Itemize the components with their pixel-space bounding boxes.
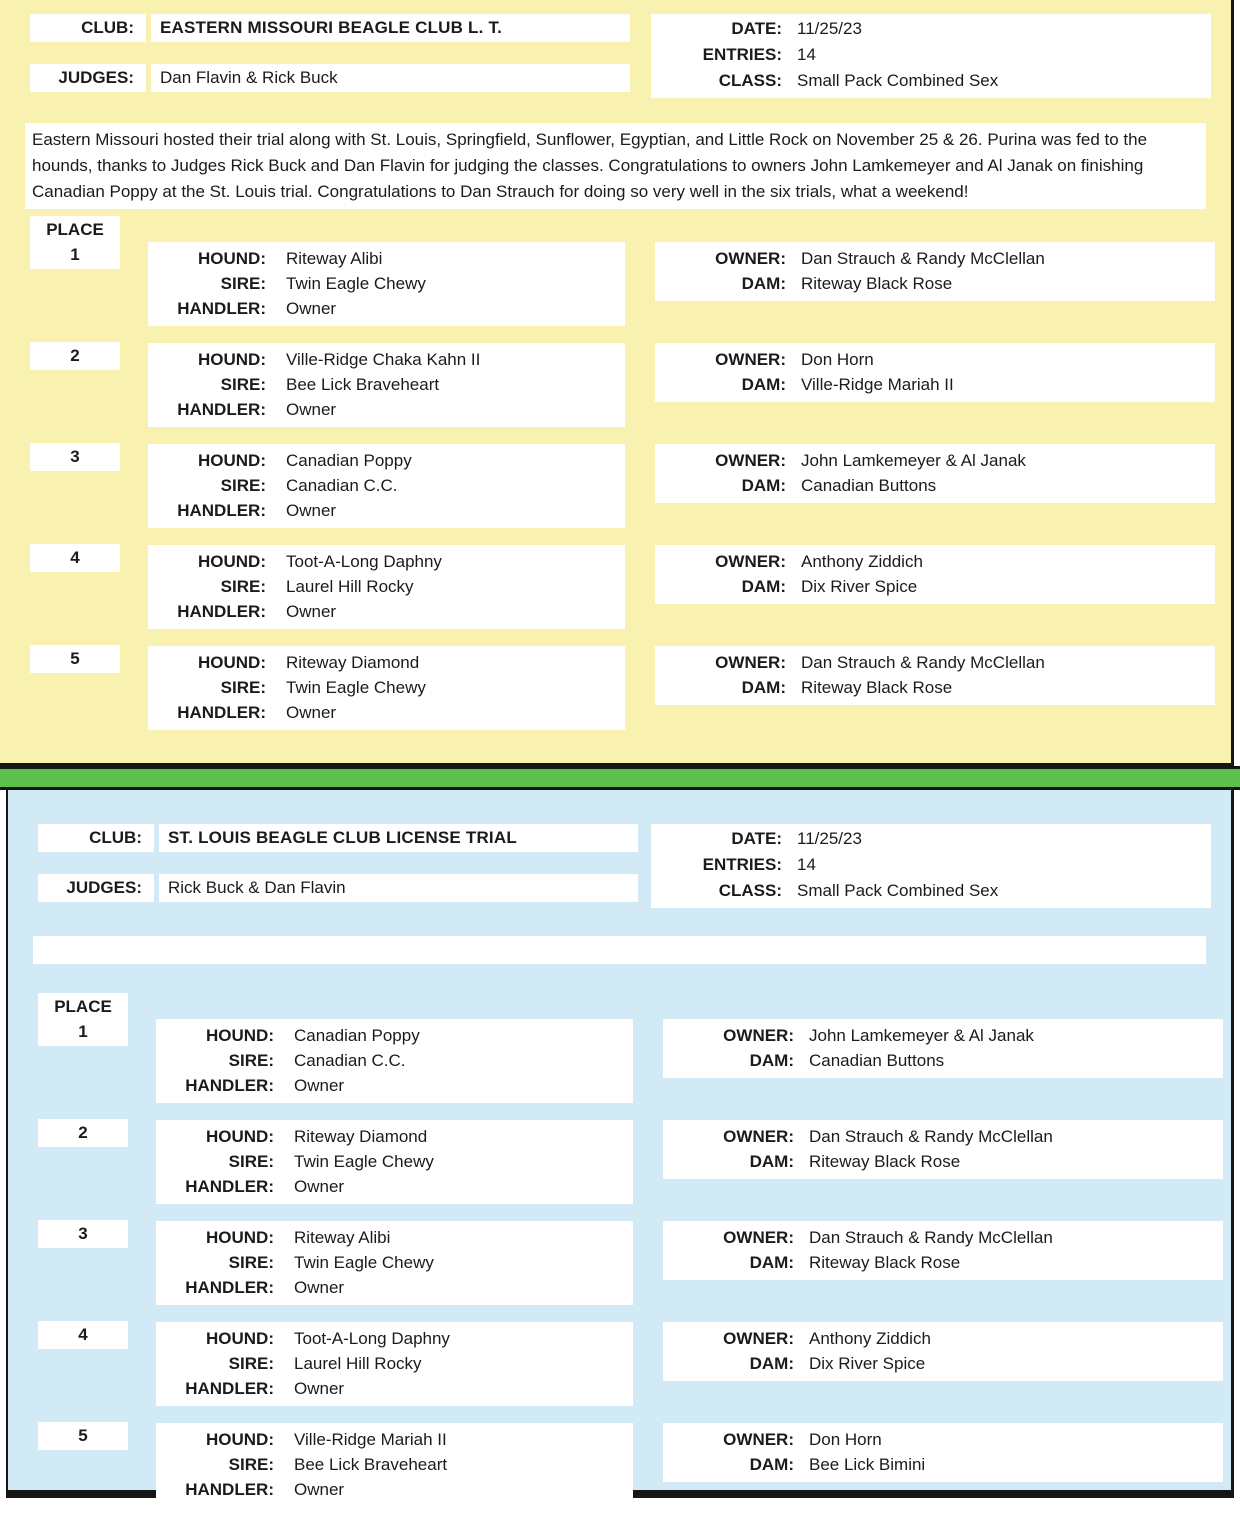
owner-details-box: [655, 545, 1215, 604]
hound-value: Canadian Poppy: [294, 1026, 420, 1045]
owner-label: OWNER:: [715, 451, 786, 470]
owner-details-box: [663, 1120, 1223, 1179]
place-number-box: [30, 443, 120, 471]
place-entry: [0, 220, 1231, 343]
handler-label: HANDLER:: [177, 400, 266, 419]
hound-details-box: [148, 646, 625, 730]
place-number: 4: [70, 548, 80, 567]
place-column-header: PLACE: [54, 997, 112, 1016]
dam-value: Riteway Black Rose: [809, 1152, 961, 1171]
owner-label: OWNER:: [715, 552, 786, 571]
trial-description: [33, 936, 1206, 964]
owner-details-box: [663, 1322, 1223, 1381]
place-entry: [0, 343, 1231, 444]
handler-label: HANDLER:: [185, 1480, 274, 1499]
handler-value: Owner: [294, 1278, 345, 1297]
dam-label: DAM:: [741, 375, 786, 394]
hound-label: HOUND:: [206, 1329, 274, 1348]
hound-value: Ville-Ridge Chaka Kahn II: [286, 350, 481, 369]
hound-label: HOUND:: [206, 1430, 274, 1449]
handler-value: Owner: [294, 1177, 345, 1196]
hound-value: Riteway Alibi: [286, 249, 383, 268]
owner-details-box: [663, 1019, 1223, 1078]
place-number-box: [38, 1321, 128, 1349]
class-value: Small Pack Combined Sex: [797, 71, 999, 90]
sire-value: Canadian C.C.: [294, 1051, 406, 1070]
trial-description: Eastern Missouri hosted their trial along with St. Louis, Springfield, Sunflower, Egyptian, and Little Rock on November 25 & 26. Purina was fed to the hounds, thanks to Judges Rick Buck and Dan Flavin for judging the classes. Congratulations to owners John Lamkemeyer and Al Janak on finishing Canadian Poppy at the St. Louis trial. Congratulations to Dan Strauch for doing so very well in the six trials, what a weekend!: [25, 123, 1206, 209]
place-entry: [8, 997, 1231, 1120]
dam-value: Riteway Black Rose: [801, 678, 953, 697]
dam-value: Riteway Black Rose: [809, 1253, 961, 1272]
class-value: Small Pack Combined Sex: [797, 881, 999, 900]
dam-label: DAM:: [749, 1354, 794, 1373]
hound-details-box: [148, 343, 625, 427]
sire-label: SIRE:: [220, 577, 266, 596]
owner-label: OWNER:: [715, 249, 786, 268]
handler-value: Owner: [286, 501, 337, 520]
hound-value: Riteway Diamond: [294, 1127, 428, 1146]
place-number-box: [38, 993, 128, 1046]
sire-value: Twin Eagle Chewy: [286, 274, 426, 293]
place-number-box: [38, 1422, 128, 1450]
place-entry: [8, 1423, 1231, 1524]
owner-label: OWNER:: [715, 350, 786, 369]
owner-value: Dan Strauch & Randy McClellan: [801, 249, 1045, 268]
owner-label: OWNER:: [723, 1026, 794, 1045]
dam-label: DAM:: [741, 577, 786, 596]
handler-label: HANDLER:: [177, 602, 266, 621]
sire-value: Twin Eagle Chewy: [286, 678, 426, 697]
place-entry: [8, 1221, 1231, 1322]
sire-label: SIRE:: [220, 274, 266, 293]
owner-details-box: [655, 444, 1215, 503]
place-number: 1: [70, 245, 80, 264]
hound-details-box: [148, 545, 625, 629]
place-number-box: [38, 1119, 128, 1147]
owner-value: Don Horn: [801, 350, 874, 369]
place-entry: [0, 444, 1231, 545]
sire-value: Laurel Hill Rocky: [294, 1354, 422, 1373]
place-number: 5: [78, 1426, 88, 1445]
sire-value: Bee Lick Braveheart: [294, 1455, 448, 1474]
dam-label: DAM:: [749, 1455, 794, 1474]
place-number-box: [30, 544, 120, 572]
place-number: 3: [78, 1224, 88, 1243]
place-number-box: [30, 645, 120, 673]
handler-value: Owner: [294, 1379, 345, 1398]
sire-value: Bee Lick Braveheart: [286, 375, 440, 394]
entries-value: 14: [797, 855, 816, 874]
owner-value: John Lamkemeyer & Al Janak: [809, 1026, 1034, 1045]
owner-value: Don Horn: [809, 1430, 882, 1449]
owner-label: OWNER:: [715, 653, 786, 672]
dam-label: DAM:: [749, 1152, 794, 1171]
dam-value: Dix River Spice: [801, 577, 918, 596]
hound-details-box: [156, 1120, 633, 1204]
place-number-box: [30, 216, 120, 269]
owner-label: OWNER:: [723, 1329, 794, 1348]
dam-value: Ville-Ridge Mariah II: [801, 375, 954, 394]
hound-label: HOUND:: [206, 1127, 274, 1146]
dam-value: Dix River Spice: [809, 1354, 926, 1373]
sire-label: SIRE:: [228, 1354, 274, 1373]
club-label: CLUB:: [38, 824, 154, 852]
place-entry: [8, 1120, 1231, 1221]
handler-value: Owner: [286, 299, 337, 318]
dam-label: DAM:: [741, 274, 786, 293]
hound-value: Toot-A-Long Daphny: [294, 1329, 450, 1348]
owner-value: Dan Strauch & Randy McClellan: [801, 653, 1045, 672]
owner-details-box: [655, 242, 1215, 301]
section-header: [8, 790, 1231, 924]
place-number: 5: [70, 649, 80, 668]
handler-value: Owner: [286, 602, 337, 621]
sire-label: SIRE:: [228, 1152, 274, 1171]
owner-details-box: [655, 343, 1215, 402]
date-value: 11/25/23: [797, 19, 862, 38]
hound-label: HOUND:: [198, 653, 266, 672]
judges-label: JUDGES:: [38, 874, 154, 902]
dam-value: Riteway Black Rose: [801, 274, 953, 293]
hound-value: Riteway Diamond: [286, 653, 420, 672]
entries-label: ENTRIES:: [702, 855, 782, 874]
owner-details-box: [655, 646, 1215, 705]
hound-label: HOUND:: [198, 451, 266, 470]
date-label: DATE:: [731, 19, 782, 38]
place-number-box: [30, 342, 120, 370]
place-number: 3: [70, 447, 80, 466]
handler-label: HANDLER:: [177, 299, 266, 318]
sire-label: SIRE:: [228, 1051, 274, 1070]
handler-value: Owner: [286, 400, 337, 419]
hound-value: Ville-Ridge Mariah II: [294, 1430, 447, 1449]
date-value: 11/25/23: [797, 829, 862, 848]
handler-value: Owner: [294, 1480, 345, 1499]
judges-value: Dan Flavin & Rick Buck: [151, 64, 630, 92]
owner-label: OWNER:: [723, 1430, 794, 1449]
hound-details-box: [156, 1423, 633, 1507]
dam-label: DAM:: [749, 1051, 794, 1070]
place-entry: [8, 1322, 1231, 1423]
trial-info-box: [651, 14, 1211, 98]
date-label: DATE:: [731, 829, 782, 848]
hound-details-box: [156, 1019, 633, 1103]
place-number: 1: [78, 1022, 88, 1041]
sire-value: Twin Eagle Chewy: [294, 1152, 434, 1171]
sire-label: SIRE:: [220, 476, 266, 495]
owner-value: Dan Strauch & Randy McClellan: [809, 1228, 1053, 1247]
owner-label: OWNER:: [723, 1228, 794, 1247]
class-label: CLASS:: [718, 881, 782, 900]
place-number: 2: [78, 1123, 88, 1142]
hound-details-box: [156, 1221, 633, 1305]
handler-label: HANDLER:: [185, 1278, 274, 1297]
handler-label: HANDLER:: [185, 1076, 274, 1095]
sire-label: SIRE:: [228, 1253, 274, 1272]
hound-details-box: [148, 242, 625, 326]
handler-value: Owner: [286, 703, 337, 722]
owner-details-box: [663, 1423, 1223, 1482]
sire-value: Canadian C.C.: [286, 476, 398, 495]
hound-label: HOUND:: [198, 350, 266, 369]
entries-label: ENTRIES:: [702, 45, 782, 64]
class-label: CLASS:: [718, 71, 782, 90]
handler-label: HANDLER:: [185, 1177, 274, 1196]
place-number-box: [38, 1220, 128, 1248]
place-entry: [0, 545, 1231, 646]
entries-value: 14: [797, 45, 816, 64]
owner-details-box: [663, 1221, 1223, 1280]
judges-label: JUDGES:: [30, 64, 146, 92]
sire-label: SIRE:: [220, 375, 266, 394]
owner-value: Dan Strauch & Randy McClellan: [809, 1127, 1053, 1146]
dam-label: DAM:: [749, 1253, 794, 1272]
hound-value: Riteway Alibi: [294, 1228, 391, 1247]
sire-value: Laurel Hill Rocky: [286, 577, 414, 596]
hound-details-box: [148, 444, 625, 528]
sire-label: SIRE:: [220, 678, 266, 697]
section-divider: [0, 766, 1240, 790]
trial-info-box: [651, 824, 1211, 908]
club-value: EASTERN MISSOURI BEAGLE CLUB L. T.: [151, 14, 630, 42]
dam-value: Bee Lick Bimini: [809, 1455, 926, 1474]
hound-value: Canadian Poppy: [286, 451, 412, 470]
section-header: [0, 0, 1231, 114]
dam-value: Canadian Buttons: [809, 1051, 945, 1070]
place-number: 2: [70, 346, 80, 365]
dam-value: Canadian Buttons: [801, 476, 937, 495]
sire-label: SIRE:: [228, 1455, 274, 1474]
dam-label: DAM:: [741, 476, 786, 495]
handler-value: Owner: [294, 1076, 345, 1095]
placements-list: [0, 220, 1231, 747]
owner-value: John Lamkemeyer & Al Janak: [801, 451, 1026, 470]
owner-label: OWNER:: [723, 1127, 794, 1146]
place-entry: [0, 646, 1231, 747]
hound-label: HOUND:: [206, 1026, 274, 1045]
owner-value: Anthony Ziddich: [809, 1329, 931, 1348]
hound-value: Toot-A-Long Daphny: [286, 552, 442, 571]
owner-value: Anthony Ziddich: [801, 552, 923, 571]
handler-label: HANDLER:: [185, 1379, 274, 1398]
hound-label: HOUND:: [198, 552, 266, 571]
judges-value: Rick Buck & Dan Flavin: [159, 874, 638, 902]
sire-value: Twin Eagle Chewy: [294, 1253, 434, 1272]
club-value: ST. LOUIS BEAGLE CLUB LICENSE TRIAL: [159, 824, 638, 852]
dam-label: DAM:: [741, 678, 786, 697]
handler-label: HANDLER:: [177, 501, 266, 520]
place-number: 4: [78, 1325, 88, 1344]
hound-details-box: [156, 1322, 633, 1406]
trial-section-st-louis: [6, 790, 1234, 1498]
hound-label: HOUND:: [198, 249, 266, 268]
place-column-header: PLACE: [46, 220, 104, 239]
club-label: CLUB:: [30, 14, 146, 42]
placements-list: [8, 997, 1231, 1524]
handler-label: HANDLER:: [177, 703, 266, 722]
hound-label: HOUND:: [206, 1228, 274, 1247]
